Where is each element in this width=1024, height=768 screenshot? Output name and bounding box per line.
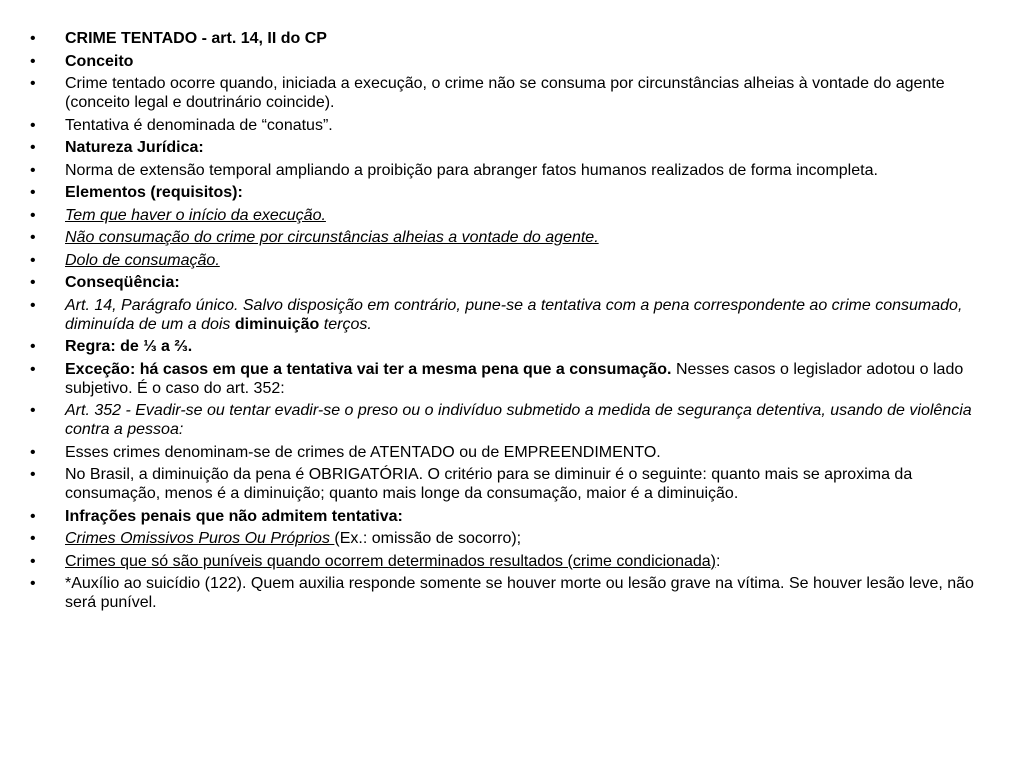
bullet-text: diminuição [234,315,320,333]
bullet-item [30,574,994,612]
bullet-text: Art. 14, Parágrafo único. Salvo disposição em contrário, pune-se a tentativa com a pena correspondente ao crime consumado, diminuída de um a dois [65,296,963,333]
bullet-item [30,251,994,270]
bullet-text: Tem que haver o início da execução. [65,206,326,224]
bullet-item [30,74,994,112]
bullet-item [30,273,994,292]
bullet-text: Exceção: há casos em que a tentativa vai ter a mesma pena que a consumação. [65,360,672,378]
bullet-item [30,337,994,356]
bullet-marker: • [30,116,36,134]
bullet-text: Não consumação do crime por circunstâncias alheias a vontade do agente. [65,229,599,246]
bullet-marker: • [30,206,36,224]
bullet-item [30,401,994,439]
bullet-list [30,29,994,612]
bullet-marker: • [30,251,36,269]
bullet-text: No Brasil, a diminuição da pena é OBRIGATÓRIA. O critério para se diminuir é o seguinte: quanto mais se aproxima da consumação, menos é a diminuição; quanto mais longe da consumação, maior é a diminuição. [65,466,913,502]
bullet-text: Dolo de consumação. [65,251,220,269]
bullet-marker: • [30,52,36,70]
bullet-item [30,443,994,462]
bullet-marker: • [30,184,36,201]
bullet-item [30,296,994,334]
bullet-item [30,507,994,526]
bullet-text: Conceito [65,52,134,70]
bullet-item [30,138,994,157]
bullet-marker: • [30,530,36,547]
bullet-text: Crime tentado ocorre quando, iniciada a execução, o crime não se consuma por circunstâncias alheias à vontade do agente (conceito legal e doutrinário coincide). [65,75,945,111]
bullet-text: CRIME TENTADO - art. 14, II do CP [65,30,327,47]
bullet-marker: • [30,296,36,314]
bullet-item [30,206,994,225]
bullet-item [30,29,994,48]
bullet-text: Conseqüência: [65,274,180,291]
bullet-text: Natureza Jurídica: [65,139,204,156]
bullet-text: (Ex.: omissão de socorro); [334,530,522,547]
bullet-marker: • [30,161,36,179]
bullet-marker: • [30,443,36,461]
bullet-marker: • [30,139,36,156]
bullet-item [30,228,994,247]
bullet-marker: • [30,338,36,355]
bullet-marker: • [30,229,36,246]
bullet-text: Nesses casos o legislador adotou o lado subjetivo. É o caso do art. 352: [65,360,964,397]
bullet-item [30,183,994,202]
bullet-item [30,529,994,548]
bullet-marker: • [30,552,36,570]
bullet-item [30,52,994,71]
bullet-text: Crimes que só são puníveis quando ocorrem determinados resultados (crime condicionada) [65,552,716,570]
bullet-item [30,552,994,571]
bullet-marker: • [30,75,36,92]
bullet-item [30,360,994,398]
bullet-text: *Auxílio ao suicídio (122). Quem auxilia responde somente se houver morte ou lesão grave na vítima. Se houver lesão leve, não será punível. [65,575,974,611]
bullet-item [30,116,994,135]
bullet-item [30,161,994,180]
bullet-text: Crimes Omissivos Puros Ou Próprios [65,530,335,547]
bullet-marker: • [30,507,36,525]
bullet-text: Infrações penais que não admitem tentativa: [65,507,403,525]
bullet-marker: • [30,30,36,47]
bullet-marker: • [30,466,36,483]
bullet-marker: • [30,575,36,592]
bullet-item [30,465,994,503]
bullet-text: Norma de extensão temporal ampliando a proibição para abranger fatos humanos realizados de forma incompleta. [65,161,878,179]
bullet-text: terços. [319,315,372,333]
bullet-text: Regra: de ⅓ a ⅔. [65,338,193,355]
bullet-text: : [716,552,721,570]
bullet-text: Elementos (requisitos): [65,184,243,201]
bullet-text: Esses crimes denominam-se de crimes de ATENTADO ou de EMPREENDIMENTO. [65,443,661,461]
bullet-marker: • [30,274,36,291]
bullet-text: Tentativa é denominada de “conatus”. [65,116,333,134]
bullet-marker: • [30,402,36,419]
bullet-text: Art. 352 - Evadir-se ou tentar evadir-se o preso ou o indivíduo submetido a medida de segurança detentiva, usando de violência contra a pessoa: [65,402,972,438]
bullet-marker: • [30,360,36,378]
